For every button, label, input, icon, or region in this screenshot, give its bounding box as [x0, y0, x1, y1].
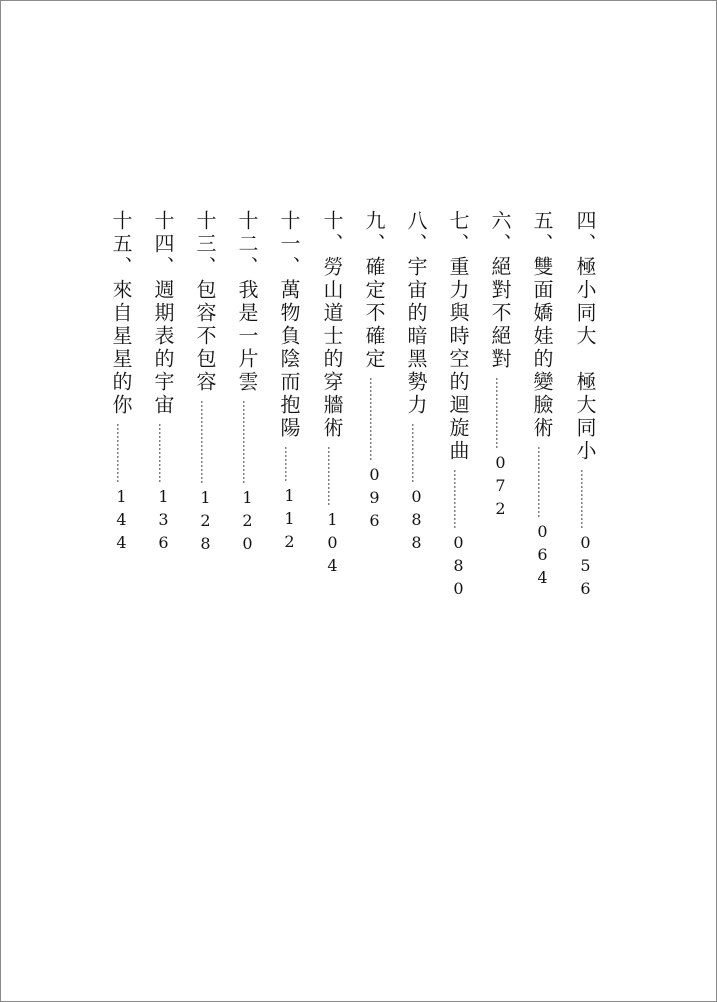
toc-title: 十、勞山道士的穿牆術 — [320, 210, 344, 440]
toc-title: 十一、萬物負陰而抱陽 — [277, 210, 301, 440]
toc-title: 十二、我是一片雲 — [235, 210, 259, 394]
toc-entry-12 — [234, 210, 260, 557]
toc-page-number: 088 — [407, 487, 426, 556]
toc-entry-10 — [319, 210, 345, 579]
toc-leader-dots: …………… — [156, 423, 170, 483]
toc-leader-dots: …………… — [409, 423, 423, 483]
toc-entry-15 — [108, 210, 134, 556]
toc-page-number: 128 — [196, 488, 215, 557]
toc-title: 七、重力與時空的迴旋曲 — [446, 210, 470, 463]
toc-page-number: 136 — [154, 487, 173, 556]
toc-title: 十五、來自星星的你 — [109, 210, 133, 417]
toc-page-number: 072 — [491, 453, 510, 522]
toc-leader-dots: …………… — [114, 423, 128, 483]
toc-entry-9 — [361, 210, 387, 534]
toc-leader-dots: ……………… — [493, 377, 507, 449]
toc-page-number: 056 — [576, 533, 595, 602]
toc-entry-5 — [529, 210, 555, 591]
toc-title: 十四、週期表的宇宙 — [151, 210, 175, 417]
toc-leader-dots: …………… — [451, 469, 465, 529]
toc-leader-dots: ………………… — [367, 377, 381, 461]
toc-leader-dots: …………… — [325, 446, 339, 506]
toc-title: 四、極小同大 極大同小 — [573, 210, 597, 463]
toc-entry-4 — [572, 210, 598, 602]
toc-leader-dots: …………… — [578, 469, 592, 529]
toc-entry-7 — [445, 210, 471, 602]
toc-page-number: 096 — [365, 465, 384, 534]
toc-title: 六、絕對不絕對 — [488, 210, 512, 371]
toc-page-number: 144 — [112, 487, 131, 556]
toc-entry-11 — [276, 210, 302, 555]
toc-page-number: 112 — [280, 486, 299, 555]
toc-leader-dots: ………………… — [240, 400, 254, 484]
toc-entry-14 — [150, 210, 176, 556]
toc-title: 九、確定不確定 — [362, 210, 386, 371]
toc-entry-8 — [403, 210, 429, 556]
toc-page-number: 064 — [533, 522, 552, 591]
toc-entry-13 — [192, 210, 218, 557]
toc-leader-dots: ……………… — [535, 446, 549, 518]
toc-entry-6 — [487, 210, 513, 522]
toc-page-number: 120 — [238, 488, 257, 557]
toc-leader-dots: ……… — [282, 446, 296, 482]
toc-page-number: 104 — [323, 510, 342, 579]
toc-page-number: 080 — [449, 533, 468, 602]
toc-title: 五、雙面嬌娃的變臉術 — [530, 210, 554, 440]
toc-title: 十三、包容不包容 — [193, 210, 217, 394]
toc-leader-dots: ………………… — [198, 400, 212, 484]
toc-title: 八、宇宙的暗黑勢力 — [404, 210, 428, 417]
